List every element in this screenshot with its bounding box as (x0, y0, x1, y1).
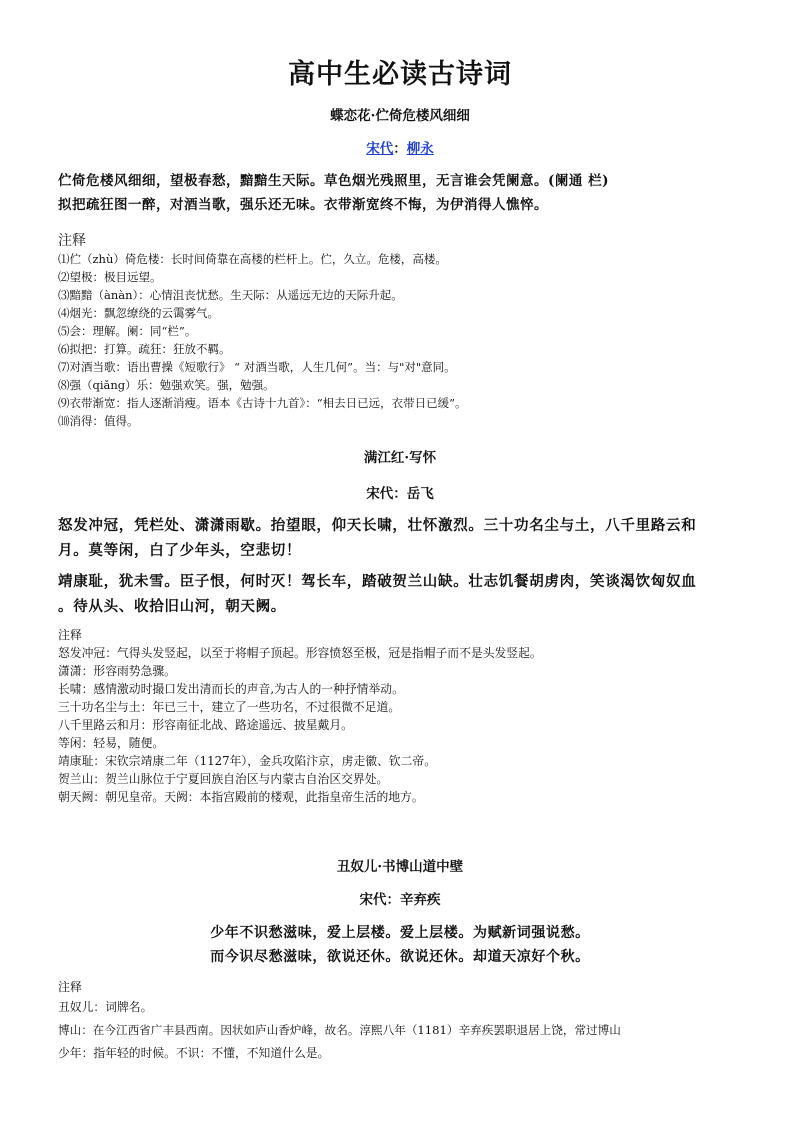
author-separator: ： (393, 141, 407, 157)
poem-line: 拟把疏狂图一醉，对酒当歌，强乐还无味。衣带渐宽终不悔，为伊消得人憔悴。 (58, 197, 548, 213)
note-line: 博山：在今江西省广丰县西南。因状如庐山香炉峰，故名。淳熙八年（1181）辛弃疾罢职退居上饶，常过博山 (58, 1023, 621, 1037)
poem-3-notes (58, 996, 748, 1065)
note-line: 八千里路云和月：形容南征北战、路途遥远、披星戴月。 (58, 718, 353, 732)
poem-2-notes (58, 644, 748, 806)
note-line: ⑽消得：值得。 (58, 414, 139, 428)
poem-3-text (0, 921, 800, 969)
poem-1-author-line (0, 137, 800, 157)
dynasty-link[interactable]: 宋代 (366, 141, 394, 157)
note-line: ⑵望极：极目远望。 (58, 270, 162, 284)
poem-3-heading: 丑奴儿·书博山道中壁 (336, 859, 464, 875)
poem-1-notes (58, 250, 748, 430)
notes-title: 注释 (58, 233, 86, 249)
note-line: 靖康耻：宋钦宗靖康二年（1127年），金兵攻陷汴京，虏走徽、钦二帝。 (58, 754, 437, 768)
note-line: 怒发冲冠：气得头发竖起，以至于将帽子顶起。形容愤怒至极，冠是指帽子而不是头发竖起。 (58, 646, 542, 660)
poem-line: 伫倚危楼风细细，望极春愁，黯黯生天际。草色烟光残照里，无言谁会凭阑意。(阑通 栏) (58, 173, 609, 189)
page-title: 高中生必读古诗词 (288, 59, 512, 90)
note-line: ⑼衣带渐宽：指人逐渐消瘦。语本《古诗十九首》：“相去日已远，衣带日已缓”。 (58, 396, 467, 410)
note-line: ⑷烟光：飘忽缭绕的云霭雾气。 (58, 306, 219, 320)
note-line: ⑸会：理解。阑：同“栏”。 (58, 324, 197, 338)
poem-1-text (58, 169, 748, 217)
note-line: 三十功名尘与土：年已三十，建立了一些功名，不过很微不足道。 (58, 700, 401, 714)
note-line: ⑴伫（zhù）倚危楼：长时间倚靠在高楼的栏杆上。伫，久立。危楼，高楼。 (58, 252, 447, 266)
note-line: 朝天阙：朝见皇帝。天阙：本指宫殿前的楼观，此指皇帝生活的地方。 (58, 790, 424, 804)
note-line: ⑺对酒当歌：语出曹操《短歌行》 “ 对酒当歌，人生几何”。当：与"对"意同。 (58, 360, 456, 374)
poem-2-author-line: 宋代：岳飞 (366, 486, 434, 502)
poem-line: 而今识尽愁滋味，欲说还休。欲说还休。却道天凉好个秋。 (210, 949, 590, 965)
poem-3-author-line: 宋代：辛弃疾 (359, 892, 441, 908)
note-line: 少年：指年轻的时候。不识：不懂，不知道什么是。 (58, 1046, 330, 1060)
notes-title: 注释 (58, 980, 83, 994)
poem-line: 怒发冲冠，凭栏处、潇潇雨歇。抬望眼，仰天长啸，壮怀激烈。三十功名尘与土，八千里路云和 (58, 517, 697, 534)
note-line: 等闲：轻易，随便。 (58, 736, 165, 750)
note-line: 丑奴儿：词牌名。 (58, 1000, 153, 1014)
poem-line: 靖康耻，犹未雪。臣子恨，何时灭！驾长车，踏破贺兰山缺。壮志饥餐胡虏肉，笑谈渴饮匈奴血 (58, 573, 697, 590)
poem-line: 少年不识愁滋味，爱上层楼。爱上层楼。为赋新词强说愁。 (210, 925, 590, 941)
note-line: ⑹拟把：打算。疏狂：狂放不羁。 (58, 342, 231, 356)
poem-2-stanza-1 (58, 513, 748, 563)
note-line: 长啸：感情激动时撮口发出清而长的声音,为古人的一种抒情举动。 (58, 682, 404, 696)
notes-title: 注释 (58, 628, 83, 642)
author-link[interactable]: 柳永 (406, 141, 434, 157)
note-line: 贺兰山：贺兰山脉位于宁夏回族自治区与内蒙古自治区交界处。 (58, 772, 389, 786)
poem-2-heading: 满江红·写怀 (363, 450, 437, 466)
note-line: 潇潇：形容雨势急骤。 (58, 664, 176, 678)
poem-line: 。待从头、收拾旧山河，朝天阙。 (58, 598, 286, 615)
note-line: ⑶黯黯（ànàn）：心情沮丧忧愁。生天际：从遥远无边的天际升起。 (58, 288, 403, 302)
poem-line: 月。莫等闲，白了少年头，空悲切！ (58, 542, 302, 559)
poem-1-heading: 蝶恋花·伫倚危楼风细细 (330, 108, 470, 124)
poem-2-stanza-2 (58, 569, 748, 619)
note-line: ⑻强（qiǎng）乐：勉强欢笑。强，勉强。 (58, 378, 275, 392)
